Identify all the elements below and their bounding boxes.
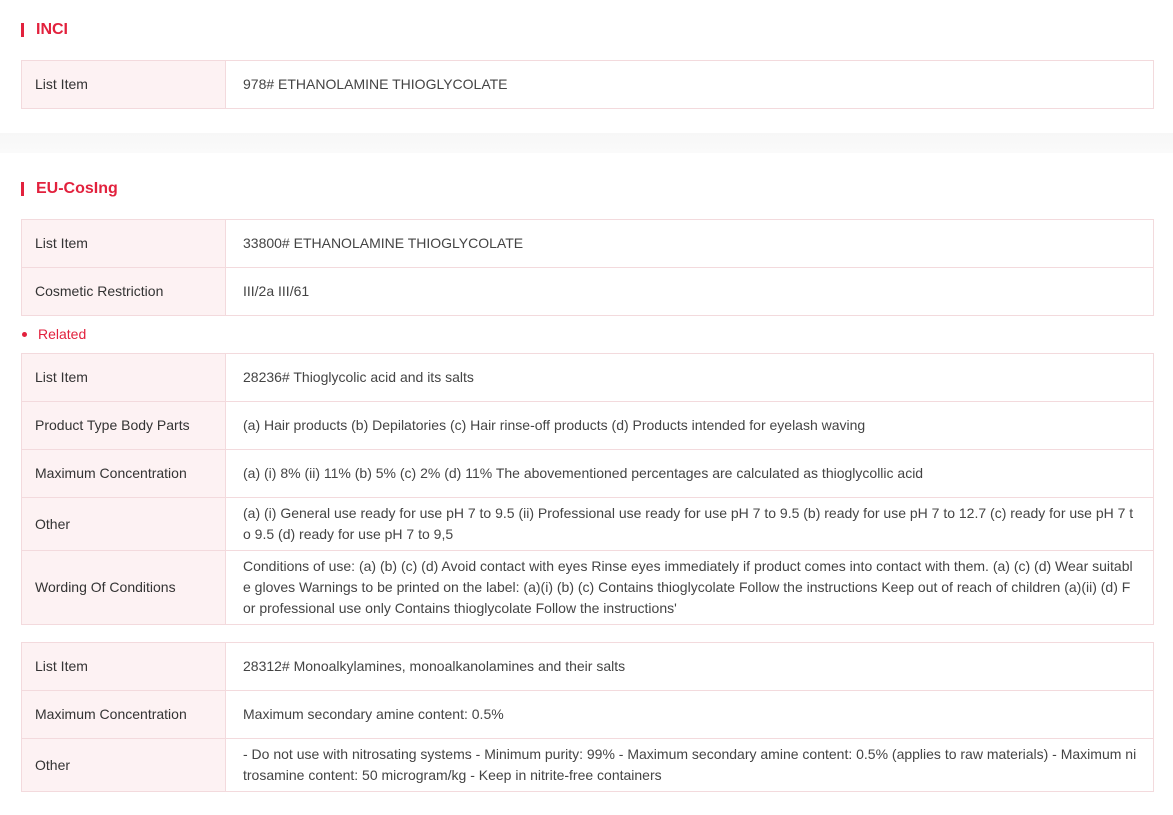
table-row xyxy=(22,268,1154,316)
table-row xyxy=(22,220,1154,268)
section-separator xyxy=(0,133,1173,153)
table-gap xyxy=(21,625,1153,642)
row-key: Other xyxy=(22,739,226,792)
inci-section xyxy=(0,0,1173,109)
row-key: Maximum Concentration xyxy=(22,450,226,498)
row-value: 33800# ETHANOLAMINE THIOGLYCOLATE xyxy=(226,220,1154,268)
related-label xyxy=(21,316,1153,353)
table-row xyxy=(22,450,1154,498)
table-row xyxy=(22,551,1154,625)
related-table-2 xyxy=(21,642,1154,792)
table-row xyxy=(22,354,1154,402)
row-key: Maximum Concentration xyxy=(22,691,226,739)
related-table-1 xyxy=(21,353,1154,625)
eu-cosing-section-title: EU-CosIng xyxy=(21,179,1153,199)
row-value: (a) (i) 8% (ii) 11% (b) 5% (c) 2% (d) 11% The abovementioned percentages are calculated as thioglycollic acid xyxy=(226,450,1154,498)
row-value: (a) Hair products (b) Depilatories (c) Hair rinse-off products (d) Products intended for eyelash waving xyxy=(226,402,1154,450)
row-value: 28236# Thioglycolic acid and its salts xyxy=(226,354,1154,402)
table-row xyxy=(22,739,1154,792)
row-key: List Item xyxy=(22,643,226,691)
row-key: Wording Of Conditions xyxy=(22,551,226,625)
row-key: List Item xyxy=(22,61,226,109)
row-value: III/2a III/61 xyxy=(226,268,1154,316)
row-key: Cosmetic Restriction xyxy=(22,268,226,316)
row-value: Maximum secondary amine content: 0.5% xyxy=(226,691,1154,739)
related-label-text: Related xyxy=(38,326,87,342)
row-key: Product Type Body Parts xyxy=(22,402,226,450)
row-value: Conditions of use: (a) (b) (c) (d) Avoid contact with eyes Rinse eyes immediately if product comes into contact with them. (a) (c) (d) Wear suitable gloves Warnings to be printed on the label: (a)(i) (b) (c) Contains thioglycolate Follow the instructions Keep out of reach of children (a)(ii) (d) For professional use only Contains thioglycolate Follow the instructions' xyxy=(226,551,1154,625)
row-key: List Item xyxy=(22,354,226,402)
inci-table xyxy=(21,60,1154,109)
table-row xyxy=(22,691,1154,739)
inci-section-title: INCI xyxy=(21,20,1153,40)
row-value: 28312# Monoalkylamines, monoalkanolamines and their salts xyxy=(226,643,1154,691)
row-key: Other xyxy=(22,498,226,551)
eu-main-table xyxy=(21,219,1154,316)
row-value: (a) (i) General use ready for use pH 7 to 9.5 (ii) Professional use ready for use pH 7 to 9.5 (b) ready for use pH 7 to 12.7 (c) ready for use pH 7 to 9.5 (d) ready for use pH 7 to 9,5 xyxy=(226,498,1154,551)
bullet-dot-icon xyxy=(22,332,27,337)
eu-cosing-section xyxy=(0,153,1173,792)
row-key: List Item xyxy=(22,220,226,268)
table-row xyxy=(22,61,1154,109)
table-row xyxy=(22,643,1154,691)
table-row xyxy=(22,402,1154,450)
row-value: 978# ETHANOLAMINE THIOGLYCOLATE xyxy=(226,61,1154,109)
table-row xyxy=(22,498,1154,551)
row-value: - Do not use with nitrosating systems - Minimum purity: 99% - Maximum secondary amine content: 0.5% (applies to raw materials) - Maximum nitrosamine content: 50 microgram/kg - Keep in nitrite-free containers xyxy=(226,739,1154,792)
